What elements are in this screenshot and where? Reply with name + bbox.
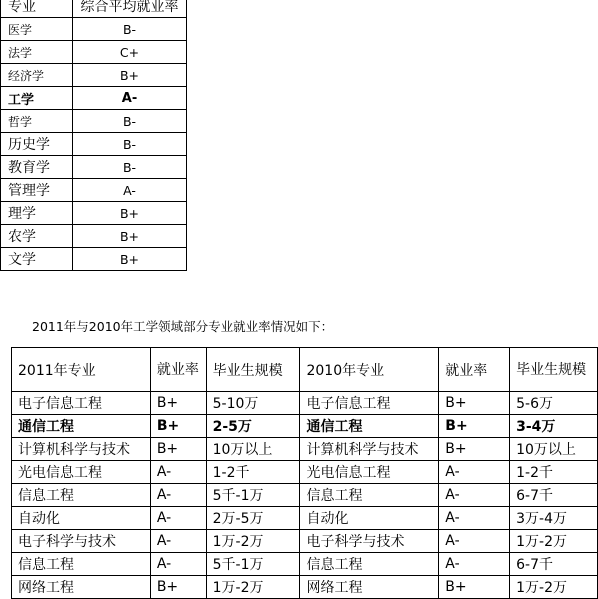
rate-2010-cell: A- (439, 484, 510, 507)
header-cell-2011-scale: 毕业生规模 (206, 348, 300, 392)
table-row (12, 392, 598, 415)
major-2011-cell: 自动化 (12, 507, 151, 530)
rate-cell: B- (73, 156, 187, 179)
rate-2010-cell: A- (439, 530, 510, 553)
engineering-comparison-table (11, 347, 598, 599)
rate-2011-cell: A- (150, 530, 206, 553)
scale-2011-cell: 2-5万 (206, 415, 300, 438)
major-cell: 管理学 (1, 179, 73, 202)
scale-2011-cell: 5-10万 (206, 392, 300, 415)
rate-cell: B+ (73, 248, 187, 271)
table-row (12, 507, 598, 530)
table-row (1, 87, 187, 110)
major-2010-cell: 光电信息工程 (300, 461, 439, 484)
rate-cell: B- (73, 110, 187, 133)
scale-2011-cell: 1-2千 (206, 461, 300, 484)
table-row (1, 202, 187, 225)
rate-2010-cell: B+ (439, 415, 510, 438)
major-2011-cell: 计算机科学与技术 (12, 438, 151, 461)
rate-2010-cell: B+ (439, 576, 510, 599)
table-row (1, 225, 187, 248)
table-row (1, 64, 187, 87)
table-row (1, 110, 187, 133)
major-2010-cell: 自动化 (300, 507, 439, 530)
header-cell-2011-major: 2011年专业 (12, 348, 151, 392)
table-row (1, 41, 187, 64)
major-cell: 理学 (1, 202, 73, 225)
table-row (1, 248, 187, 271)
scale-2011-cell: 1万-2万 (206, 576, 300, 599)
rate-2011-cell: A- (150, 553, 206, 576)
major-rate-table-body (1, 0, 187, 271)
table-row (12, 461, 598, 484)
header-cell-2010-scale: 毕业生规模 (510, 348, 598, 392)
rate-cell: B+ (73, 64, 187, 87)
rate-2010-cell: A- (439, 553, 510, 576)
rate-2011-cell: A- (150, 507, 206, 530)
header-cell-major: 专业 (1, 0, 73, 18)
rate-cell: B- (73, 133, 187, 156)
rate-cell: B- (73, 18, 187, 41)
scale-2011-cell: 5千-1万 (206, 553, 300, 576)
rate-2011-cell: B+ (150, 415, 206, 438)
header-cell-2010-rate: 就业率 (439, 348, 510, 392)
rate-cell: A- (73, 179, 187, 202)
scale-2011-cell: 2万-5万 (206, 507, 300, 530)
rate-2011-cell: B+ (150, 438, 206, 461)
rate-2011-cell: A- (150, 484, 206, 507)
scale-2011-cell: 10万以上 (206, 438, 300, 461)
rate-cell: C+ (73, 41, 187, 64)
rate-cell: A- (73, 87, 187, 110)
major-2011-cell: 网络工程 (12, 576, 151, 599)
rate-cell: B+ (73, 225, 187, 248)
major-2011-cell: 信息工程 (12, 484, 151, 507)
major-2011-cell: 电子信息工程 (12, 392, 151, 415)
table-row (1, 133, 187, 156)
major-cell: 文学 (1, 248, 73, 271)
major-2010-cell: 计算机科学与技术 (300, 438, 439, 461)
scale-2011-cell: 5千-1万 (206, 484, 300, 507)
table-row (1, 156, 187, 179)
table-header-row (1, 0, 187, 18)
major-2011-cell: 信息工程 (12, 553, 151, 576)
major-cell: 医学 (1, 18, 73, 41)
major-2011-cell: 通信工程 (12, 415, 151, 438)
table-row (12, 576, 598, 599)
table-row (12, 530, 598, 553)
rate-2010-cell: A- (439, 461, 510, 484)
major-2010-cell: 电子科学与技术 (300, 530, 439, 553)
major-2011-cell: 电子科学与技术 (12, 530, 151, 553)
table-row (1, 179, 187, 202)
major-2011-cell: 光电信息工程 (12, 461, 151, 484)
rate-2010-cell: B+ (439, 438, 510, 461)
major-cell: 农学 (1, 225, 73, 248)
major-2010-cell: 通信工程 (300, 415, 439, 438)
scale-2010-cell: 6-7千 (510, 553, 598, 576)
comparison-table-body (12, 348, 598, 599)
header-cell-2010-major: 2010年专业 (300, 348, 439, 392)
rate-cell: B+ (73, 202, 187, 225)
rate-2011-cell: B+ (150, 576, 206, 599)
scale-2010-cell: 1万-2万 (510, 530, 598, 553)
major-2010-cell: 信息工程 (300, 553, 439, 576)
rate-2010-cell: A- (439, 507, 510, 530)
major-cell: 哲学 (1, 110, 73, 133)
scale-2010-cell: 3-4万 (510, 415, 598, 438)
scale-2010-cell: 6-7千 (510, 484, 598, 507)
section-caption: 2011年与2010年工学领域部分专业就业率情况如下： (32, 319, 334, 334)
scale-2010-cell: 3万-4万 (510, 507, 598, 530)
table-row (12, 553, 598, 576)
scale-2010-cell: 10万以上 (510, 438, 598, 461)
header-cell-rate: 综合平均就业率 (73, 0, 187, 18)
major-rate-table (0, 0, 187, 271)
table-header-row (12, 348, 598, 392)
table-row (12, 438, 598, 461)
rate-2010-cell: B+ (439, 392, 510, 415)
major-cell: 历史学 (1, 133, 73, 156)
scale-2010-cell: 5-6万 (510, 392, 598, 415)
table-row (12, 415, 598, 438)
major-cell: 工学 (1, 87, 73, 110)
header-cell-2011-rate: 就业率 (150, 348, 206, 392)
rate-2011-cell: A- (150, 461, 206, 484)
table-row (1, 18, 187, 41)
major-cell: 法学 (1, 41, 73, 64)
major-2010-cell: 信息工程 (300, 484, 439, 507)
major-cell: 经济学 (1, 64, 73, 87)
major-cell: 教育学 (1, 156, 73, 179)
major-2010-cell: 网络工程 (300, 576, 439, 599)
major-2010-cell: 电子信息工程 (300, 392, 439, 415)
scale-2010-cell: 1-2千 (510, 461, 598, 484)
scale-2011-cell: 1万-2万 (206, 530, 300, 553)
rate-2011-cell: B+ (150, 392, 206, 415)
table-row (12, 484, 598, 507)
scale-2010-cell: 1万-2万 (510, 576, 598, 599)
